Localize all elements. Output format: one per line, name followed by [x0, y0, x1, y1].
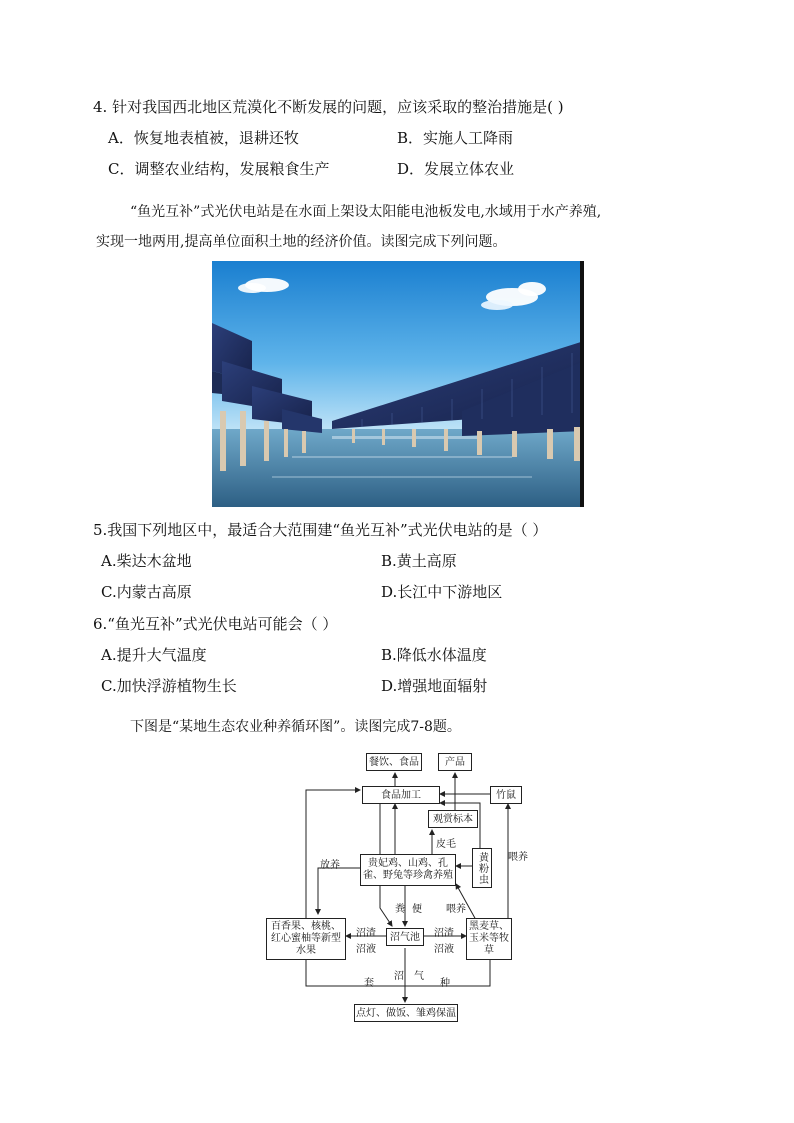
label-interplant1: 套: [364, 978, 374, 989]
box-biogas: 沼气池: [386, 928, 424, 946]
q4-option-c: C．调整农业结构，发展粮食生产: [108, 160, 330, 178]
q4-option-b: B．实施人工降雨: [397, 129, 514, 147]
label-biogas-gas1: 沼: [394, 971, 404, 982]
q6-option-b: B.降低水体温度: [381, 646, 487, 664]
q5-option-b: B.黄土高原: [381, 552, 457, 570]
label-fur: 皮毛: [436, 839, 456, 850]
label-raise-free: 放养: [320, 860, 340, 871]
box-specimens: 观赏标本: [428, 810, 478, 828]
box-poultry: 贵妃鸡、山鸡、孔雀、野兔等珍禽养殖: [360, 854, 456, 886]
q4-option-d: D．发展立体农业: [397, 160, 515, 178]
q6-option-c: C.加快浮游植物生长: [101, 677, 237, 695]
q4-stem: 4. 针对我国西北地区荒漠化不断发展的问题，应该采取的整治措施是( ): [93, 98, 564, 116]
box-mealworm: 黄粉虫: [472, 848, 492, 888]
box-bamboo-rat: 竹鼠: [490, 786, 522, 804]
label-biogas-gas2: 气: [414, 971, 424, 982]
q5-stem: 5.我国下列地区中，最适合大范围建“鱼光互补”式光伏电站的是（ ）: [93, 521, 548, 539]
box-fruit: 百香果、核桃、红心蜜柚等新型水果: [266, 918, 346, 960]
label-feces: 便: [412, 904, 422, 915]
label-residue-left: 沼渣: [356, 928, 376, 939]
q6-stem: 6.“鱼光互补”式光伏电站可能会（ ）: [93, 615, 338, 633]
label-feed-right: 喂养: [508, 852, 528, 863]
passage1-line2: 实现一地两用,提高单位面积土地的经济价值。读图完成下列问题。: [96, 234, 507, 250]
label-manure: 粪: [395, 904, 405, 915]
label-liquid-left: 沼液: [356, 944, 376, 955]
label-feed-mid: 喂养: [446, 904, 466, 915]
box-forage: 黑麦草、玉米等牧草: [466, 918, 512, 960]
box-food-processing: 食品加工: [362, 786, 440, 804]
label-liquid-right: 沼液: [434, 944, 454, 955]
passage1-line1: “鱼光互补”式光伏电站是在水面上架设太阳能电池板发电,水域用于水产养殖,: [130, 204, 602, 220]
label-residue-right: 沼渣: [434, 928, 454, 939]
label-interplant2: 种: [440, 978, 450, 989]
solar-fishery-photo: [212, 261, 584, 507]
q6-option-d: D.增强地面辐射: [381, 677, 488, 695]
box-products: 产品: [438, 753, 472, 771]
passage2: 下图是“某地生态农业种养循环图”。读图完成7-8题。: [130, 719, 461, 735]
q6-option-a: A.提升大气温度: [101, 646, 207, 664]
q5-option-a: A.柴达木盆地: [101, 552, 192, 570]
box-uses: 点灯、做饭、雏鸡保温: [354, 1004, 458, 1022]
q4-option-a: A．恢复地表植被，退耕还牧: [108, 129, 299, 147]
q5-option-d: D.长江中下游地区: [381, 583, 503, 601]
q5-option-c: C.内蒙古高原: [101, 583, 192, 601]
box-catering: 餐饮、食品: [366, 753, 422, 771]
eco-agriculture-cycle-diagram: [262, 748, 528, 1028]
